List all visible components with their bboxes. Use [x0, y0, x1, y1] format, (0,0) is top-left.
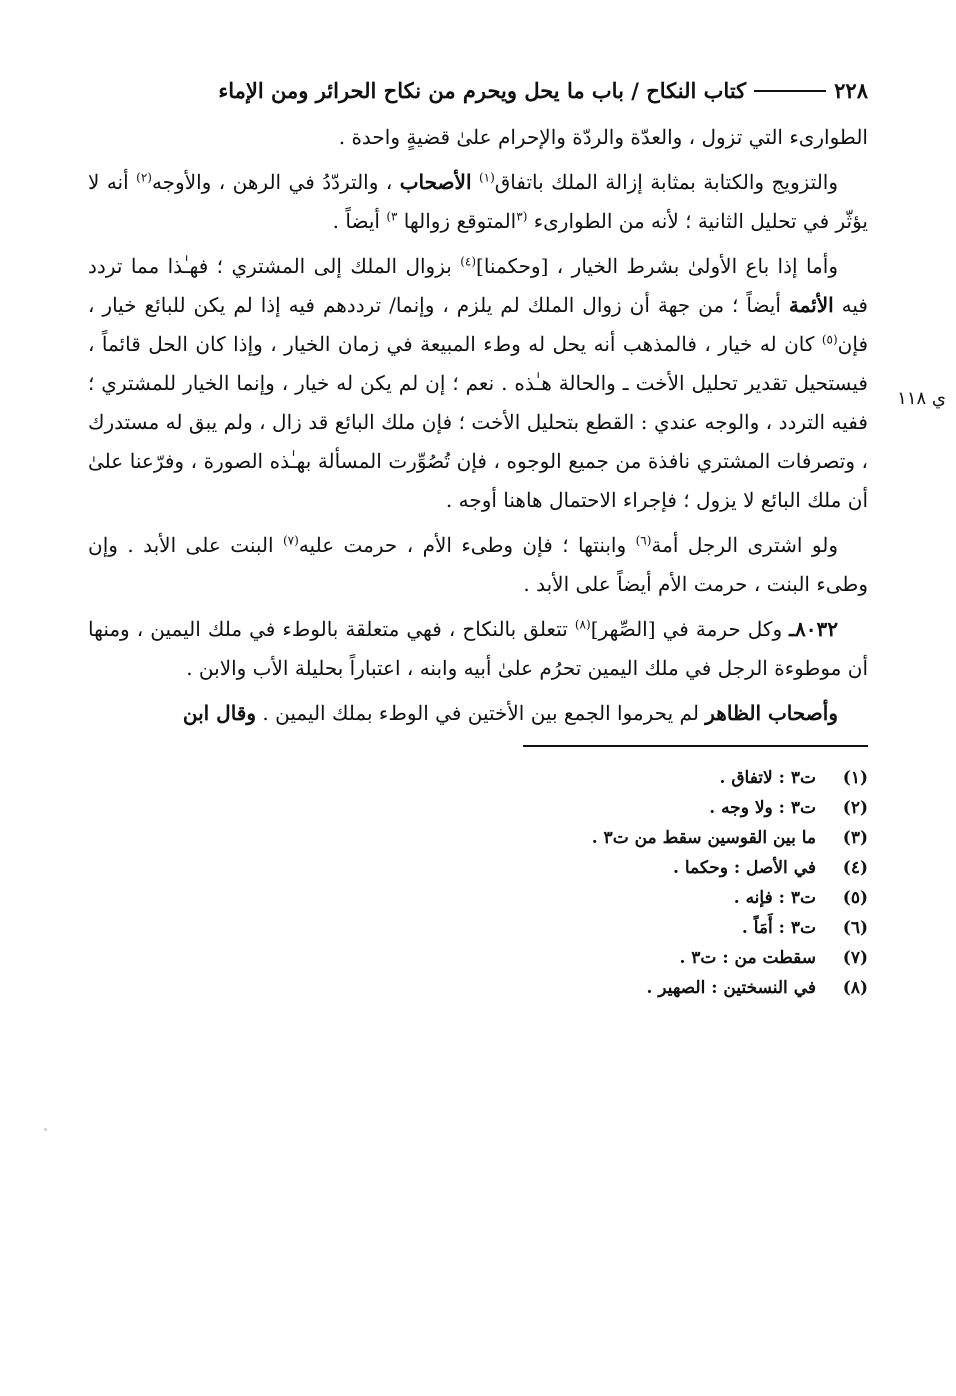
paragraph-p4	[88, 526, 868, 604]
footnote-item	[88, 823, 868, 853]
footnote-number: (١)	[842, 768, 868, 788]
text-run: البنت على الأبد . وإن وطىء البنت ، حرمت الأم أيضاً على الأبد .	[88, 533, 868, 596]
paragraph-p5	[88, 610, 868, 688]
footnote-ref: (١)	[478, 170, 495, 185]
footnote-ref: (٢)	[136, 170, 152, 185]
main-text	[88, 118, 868, 733]
bold-term: وأصحاب الظاهر	[705, 701, 838, 725]
footnote-item	[88, 883, 868, 913]
footnote-ref: ٣)	[386, 209, 398, 224]
footnote-text: ت٣ : فإنه .	[733, 888, 816, 908]
text-run: أيضاً .	[332, 209, 387, 233]
manuscript-folio-marker: ي ١١٨	[897, 388, 946, 409]
text-run: والتزويج والكتابة بمثابة إزالة الملك باتفاق	[494, 170, 838, 194]
header-rule	[754, 90, 826, 92]
text-run: كان له خيار ، فالمذهب أنه يحل له وطء المبيعة في زمان الخيار ، وإذا كان الحل قائماً ، فيستحيل تقدير تحليل الأخت ـ والحالة هـٰذه . نعم ؛ إن لم يكن له خيار ، وإنما الخيار للمشتري ؛ ففيه التردد ، والوجه عندي : القطع بتحليل الأخت ؛ فإن ملك البائع قد زال ، ولم يبق له مستدرك ، وتصرفات المشتري نافذة من جميع الوجوه ، فإن تُصُوِّرت المسألة بهـٰذه الصورة ، وفرّعنا علىٰ أن ملك البائع لا يزول ؛ فإجراء الاحتمال هاهنا أوجه .	[88, 332, 868, 512]
paragraph-p2	[88, 163, 868, 241]
footnote-text: في النسختين : الصهير .	[646, 978, 816, 998]
text-run	[472, 170, 479, 194]
footnote-item	[88, 973, 868, 1003]
text-run: لم يحرموا الجمع بين الأختين في الوطء بملك اليمين .	[256, 701, 706, 725]
running-title: كتاب النكاح / باب ما يحل ويحرم من نكاح الحرائر ومن الإماء	[218, 78, 747, 103]
running-header	[88, 78, 868, 118]
footnote-text: ت٣ : ولا وجه .	[709, 798, 816, 818]
footnote-number: (٨)	[842, 978, 868, 998]
footnote-text: ما بين القوسين سقط من ت٣ .	[591, 828, 816, 848]
footnotes-list	[88, 763, 868, 1003]
footnote-ref: (٥)	[821, 332, 838, 347]
paragraph-p1: الطوارىء التي تزول ، والعدّة والردّة والإحرام علىٰ قضيةٍ واحدة .	[338, 125, 868, 149]
footnote-number: (٥)	[842, 888, 868, 908]
bold-term: الأئمة	[788, 293, 834, 317]
paragraph-p6	[88, 694, 868, 733]
footnote-item	[88, 763, 868, 793]
footnote-item	[88, 853, 868, 883]
footnote-number: (٤)	[842, 858, 868, 878]
footnote-ref: (٨)	[574, 617, 591, 632]
text-run: وابنتها ؛ فإن وطىء الأم ، حرمت عليه	[298, 533, 636, 557]
book-page	[88, 78, 946, 1378]
footnote-number: (٣)	[842, 828, 868, 848]
footnote-separator	[523, 745, 868, 747]
scan-speck	[44, 1128, 47, 1131]
bold-term: ٨٠٣٢ـ	[789, 617, 838, 641]
footnote-number: (٧)	[842, 948, 868, 968]
text-run: ، والتردّدُ في الرهن ، والأوجه	[151, 170, 400, 194]
footnote-item	[88, 913, 868, 943]
footnote-number: (٦)	[842, 918, 868, 938]
text-run: المتوقع زوالها	[397, 209, 517, 233]
bold-term: الأصحاب	[399, 170, 472, 194]
page-number: ٢٢٨	[834, 78, 868, 103]
footnote-text: ت٣ : لاتفاق .	[719, 768, 816, 788]
text-run: ولو اشترى الرجل أمة	[651, 533, 838, 557]
paragraph-p3	[88, 247, 868, 520]
footnote-text: ت٣ : أَمَاً .	[741, 918, 816, 938]
text-run: وكل حرمة في [الصِّهر]	[590, 617, 790, 641]
footnote-number: (٢)	[842, 798, 868, 818]
footnote-text: سقطت من : ت٣ .	[679, 948, 816, 968]
footnote-text: في الأصل : وحكما .	[672, 858, 816, 878]
footnote-item	[88, 943, 868, 973]
footnote-ref: (٤)	[460, 254, 477, 269]
text-run: تتعلق بالنكاح ، فهي متعلقة بالوطء في ملك اليمين ، ومنها أن موطوءة الرجل في ملك اليمين تحرُم علىٰ أبيه وابنه ، اعتباراً بحليلة الأب والابن .	[88, 617, 868, 680]
footnote-ref: (٦)	[635, 533, 652, 548]
text-run: أيضاً ؛ من جهة أن زوال الملك لم يلزم ، وإنما/ ترددهم فيه إذا لم يكن للبائع خيار ، فإن	[88, 293, 868, 356]
footnote-item	[88, 793, 868, 823]
text-run: وأما إذا باع الأولىٰ بشرط الخيار ، [وحكمنا]	[476, 254, 838, 278]
footnote-ref: (٧)	[282, 533, 299, 548]
text-run: بزوال الملك إلى المشتري ؛ فهـٰذا مما تردد فيه	[88, 254, 868, 317]
bold-term: وقال ابن	[182, 701, 257, 725]
footnote-ref: (٣	[516, 209, 528, 224]
text-run: أنه لا يؤثّر في تحليل الثانية ؛ لأنه من الطوارىء	[88, 170, 868, 233]
